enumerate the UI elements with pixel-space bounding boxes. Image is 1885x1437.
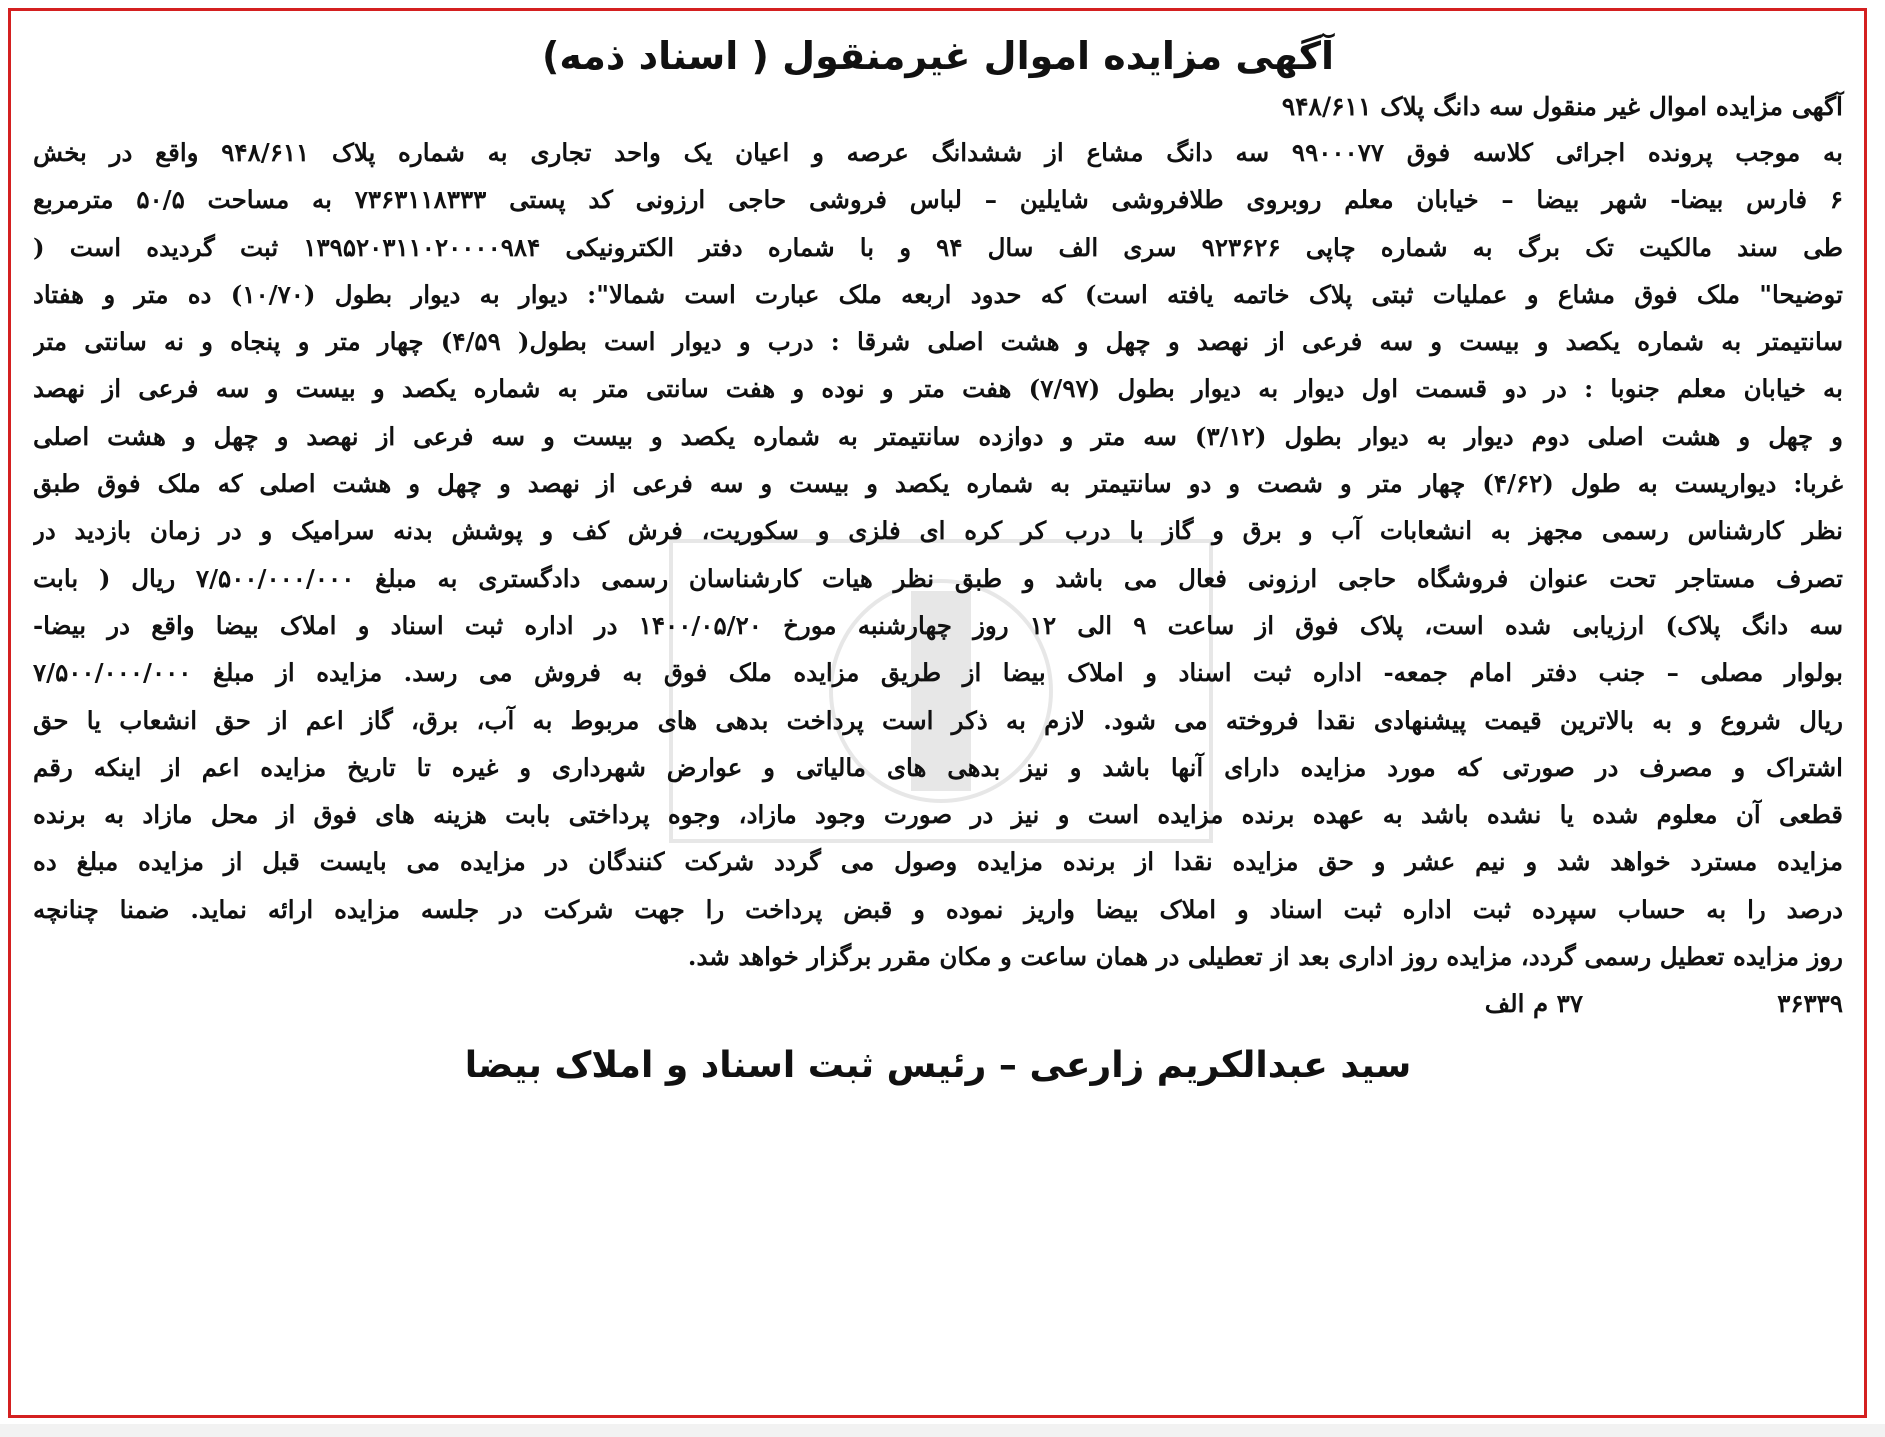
body-line: مزایده مسترد خواهد شد و نیم عشر و حق مزایده نقدا از برنده مزایده وصول می گردد شرکت کنندگان در مزایده می بایست قبل از مزایده مبلغ ده bbox=[33, 847, 1843, 877]
notice-frame bbox=[8, 8, 1867, 1418]
body-line: و چهل و هشت اصلی دوم دیوار به دیوار بطول (۳/۱۲) سه متر و دوازده سانتیمتر به شماره یکصد و بیست و سه فرعی از نهصد و چهل و هشت اصلی bbox=[33, 421, 1843, 451]
body-line: روز مزایده تعطیل رسمی گردد، مزایده روز اداری بعد از تعطیلی در همان ساعت و مکان مقرر برگزار خواهد شد. bbox=[687, 942, 1843, 972]
body-line: توضیحا" ملک فوق مشاع و عملیات ثبتی پلاک خاتمه یافته است) که حدود اربعه ملک عبارت است شمالا": دیوار به دیوار بطول (۱۰/۷۰) ده متر و هفتاد bbox=[33, 279, 1843, 309]
body-line: به موجب پرونده اجرائی کلاسه فوق ۹۹۰۰۰۷۷ سه دانگ مشاع از ششدانگ عرصه و اعیان یک واحد تجاری به شماره پلاک ۹۴۸/۶۱۱ واقع در بخش bbox=[33, 138, 1843, 167]
notice-title: آگهی مزایده اموال غیرمنقول ( اسناد ذمه) bbox=[541, 34, 1335, 78]
body-line: غربا: دیواریست به طول (۴/۶۲) چهار متر و شصت و دو سانتیمتر به شماره یکصد و بیست و سه فرعی از نهصد و چهل و هشت اصلی که ملک فوق طبق bbox=[33, 469, 1843, 499]
notice-body bbox=[33, 129, 1843, 980]
notice-document bbox=[33, 27, 1843, 1417]
body-line: تصرف مستاجر تحت عنوان فروشگاه حاجی ارزونی فعال می باشد و طبق نظر هیات کارشناسان رسمی دادگستری به مبلغ ۷/۵۰۰/۰۰۰/۰۰۰ ریال ( بابت bbox=[33, 563, 1843, 593]
reference-number: ۳۶۳۳۹ bbox=[1777, 989, 1843, 1019]
body-line: به خیابان معلم جنوبا : در دو قسمت اول دیوار به دیوار بطول (۷/۹۷) هفت متر و نوده و هفت سانتی متر به شماره یکصد و بیست و سه فرعی از نهصد bbox=[33, 374, 1843, 404]
reference-code: ۳۷ م الف bbox=[1484, 989, 1583, 1019]
body-line: درصد را به حساب سپرده ثبت اداره ثبت اسناد و املاک بیضا واریز نموده و قبض پرداخت را جهت شرکت در جلسه مزایده ارائه نماید. ضمنا چنانچه bbox=[33, 894, 1843, 924]
body-line: سانتیمتر به شماره یکصد و بیست و سه فرعی از نهصد و چهل و هشت اصلی شرقا : درب و دیوار است بطول( ۴/۵۹) چهار متر و پنجاه و نه سانتی متر bbox=[33, 327, 1843, 357]
signature-line: سید عبدالکریم زارعی – رئیس ثبت اسناد و املاک بیضا bbox=[464, 1045, 1412, 1087]
body-line: نظر کارشناس رسمی مجهز به انشعابات آب و برق و گاز با درب کر کره ای فلزی و سکوریت، فرش کف و پوشش بدنه سرامیک و در زمان بازدید در bbox=[33, 516, 1843, 546]
body-line: اشتراک و مصرف در صورتی که مورد مزایده دارای آنها باشد و نیز بدهی های مالیاتی و عوارض شهرداری و غیره تا تاریخ مزایده اعم از اینکه رقم bbox=[33, 752, 1843, 782]
body-line: ریال شروع و به بالاترین قیمت پیشنهادی نقدا فروخته می شود. لازم به ذکر است پرداخت بدهی های مربوط به آب، برق، گاز اعم از حق انشعاب یا حق bbox=[33, 705, 1843, 735]
notice-subtitle: آگهی مزایده اموال غیر منقول سه دانگ پلاک ۹۴۸/۶۱۱ bbox=[1281, 92, 1843, 121]
body-line: ۶ فارس بیضا- شهر بیضا – خیابان معلم روبروی طلافروشی شایلین – لباس فروشی حاجی ارزونی کد پستی ۷۳۶۳۱۱۸۳۳۳ به مساحت ۵۰/۵ مترمربع bbox=[33, 185, 1843, 215]
body-line: طی سند مالکیت تک برگ به شماره چاپی ۹۲۳۶۲۶ سری الف سال ۹۴ و با شماره دفتر الکترونیکی ۱۳۹۵۲۰۳۱۱۰۲۰۰۰۰۹۸۴ ثبت گردیده است ( bbox=[33, 232, 1843, 262]
body-line: قطعی آن معلوم شده یا نشده باشد به عهده برنده مزایده است و نیز در صورت وجود مازاد، وجوه پرداختی بابت هزینه های فوق از محل مازاد به برنده bbox=[33, 800, 1843, 830]
body-line: بولوار مصلی – جنب دفتر امام جمعه- اداره ثبت اسناد و املاک بیضا از طریق مزایده ملک فوق به فروش می رسد. مزایده از مبلغ ۷/۵۰۰/۰۰۰/۰۰۰ bbox=[33, 658, 1843, 688]
bottom-strip bbox=[0, 1424, 1885, 1437]
body-line: سه دانگ پلاک) ارزیابی شده است، پلاک فوق از ساعت ۹ الی ۱۲ روز چهارشنبه مورخ ۱۴۰۰/۰۵/۲۰ در اداره ثبت اسناد و املاک بیضا واقع در بیضا- bbox=[33, 610, 1843, 640]
reference-row bbox=[33, 980, 1843, 1028]
